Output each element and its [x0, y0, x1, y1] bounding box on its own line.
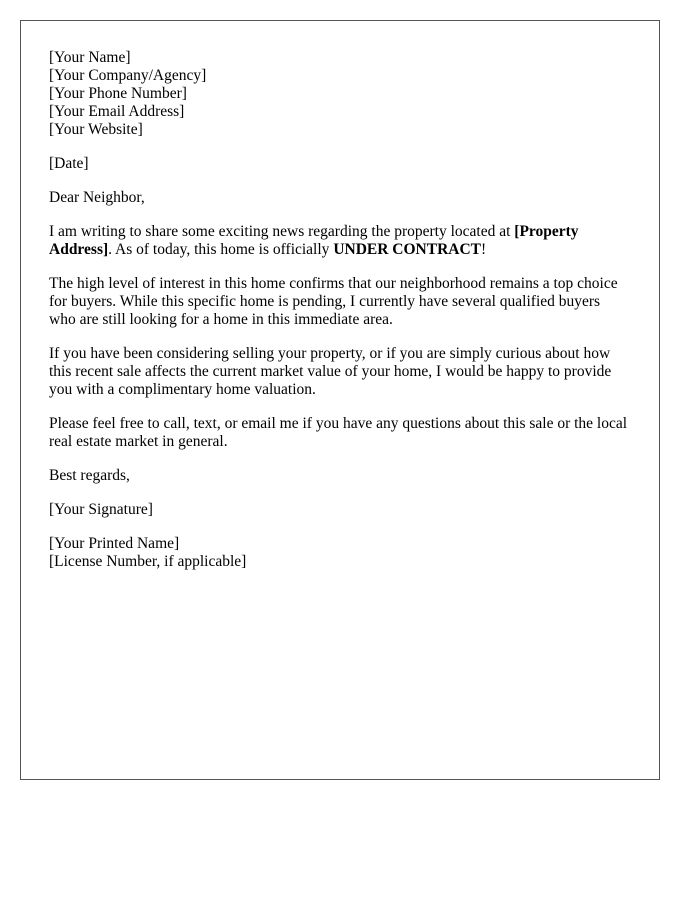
property-address: [Property Address]	[49, 223, 579, 258]
paragraph-valuation: If you have been considering selling your property, or if you are simply curious about how this recent sale affects the current market value of your home, I would be happy to provide you with a complimentary home valuation.	[49, 345, 612, 398]
sender-phone: [Your Phone Number]	[49, 85, 187, 102]
announcement-text-end: !	[481, 241, 487, 258]
paragraph-interest: The high level of interest in this home confirms that our neighborhood remains a top choice for buyers. While this specific home is pending, I currently have several qualified buyers who are still looking for a home in this immediate area.	[49, 275, 618, 328]
salutation: Dear Neighbor,	[49, 189, 145, 206]
signature: [Your Signature]	[49, 501, 153, 518]
letter-date: [Date]	[49, 155, 89, 172]
letter-body	[49, 49, 629, 587]
sender-name: [Your Name]	[49, 49, 131, 66]
contract-status: UNDER CONTRACT	[333, 241, 482, 258]
announcement-text-start: I am writing to share some exciting news regarding the property located at	[49, 223, 515, 240]
sender-email: [Your Email Address]	[49, 103, 185, 120]
license-number: [License Number, if applicable]	[49, 553, 247, 570]
letter-page	[20, 20, 660, 780]
paragraph-announcement	[49, 223, 629, 259]
sender-block	[49, 49, 629, 139]
closing: Best regards,	[49, 467, 130, 484]
paragraph-contact: Please feel free to call, text, or email me if you have any questions about this sale or the local real estate market in general.	[49, 415, 628, 450]
announcement-text-mid: . As of today, this home is officially	[108, 241, 334, 258]
sender-company: [Your Company/Agency]	[49, 67, 207, 84]
sender-website: [Your Website]	[49, 121, 143, 138]
printed-name: [Your Printed Name]	[49, 535, 180, 552]
printed-block	[49, 535, 629, 571]
